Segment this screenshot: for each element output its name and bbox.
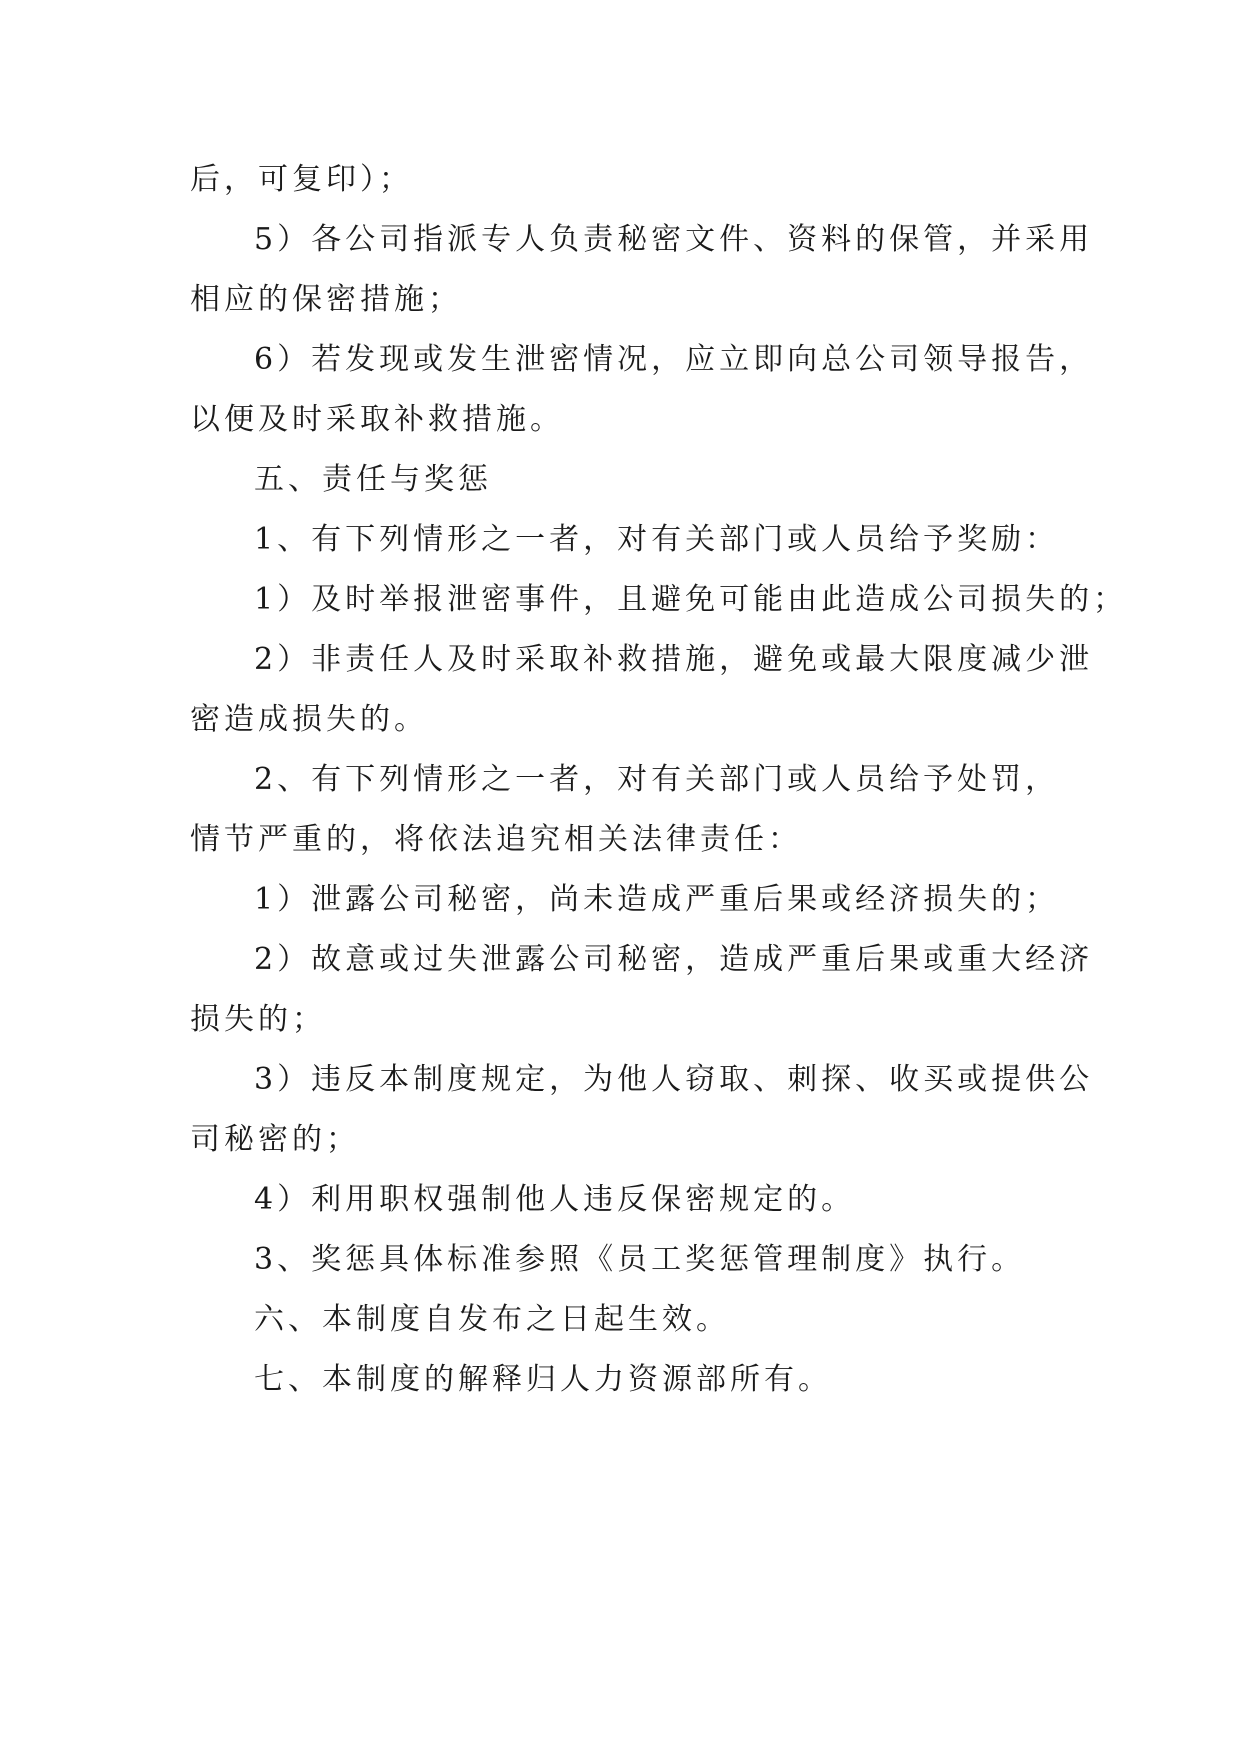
text-line: 以便及时采取补救措施。 bbox=[190, 402, 564, 437]
text-line: 4）利用职权强制他人违反保密规定的。 bbox=[254, 1182, 856, 1217]
text-line: 6）若发现或发生泄密情况，应立即向总公司领导报告， bbox=[254, 342, 1094, 377]
section-heading: 五、责任与奖惩 bbox=[254, 462, 492, 497]
text-line: 2、有下列情形之一者，对有关部门或人员给予处罚， bbox=[254, 762, 1060, 797]
text-line: 情节严重的，将依法追究相关法律责任： bbox=[190, 822, 802, 857]
text-line: 密造成损失的。 bbox=[190, 702, 428, 737]
text-line: 3、奖惩具体标准参照《员工奖惩管理制度》执行。 bbox=[254, 1242, 1026, 1277]
text-line: 2）故意或过失泄露公司秘密，造成严重后果或重大经济 bbox=[254, 942, 1094, 977]
text-line: 司秘密的； bbox=[190, 1122, 360, 1157]
section-heading: 六、本制度自发布之日起生效。 bbox=[254, 1302, 730, 1337]
text-line: 3）违反本制度规定，为他人窃取、刺探、收买或提供公 bbox=[254, 1062, 1094, 1097]
text-line: 1、有下列情形之一者，对有关部门或人员给予奖励： bbox=[254, 522, 1060, 557]
document-body bbox=[190, 160, 1128, 1420]
section-heading: 七、本制度的解释归人力资源部所有。 bbox=[254, 1362, 832, 1397]
text-line: 1）及时举报泄密事件，且避免可能由此造成公司损失的； bbox=[254, 582, 1128, 617]
text-line: 5）各公司指派专人负责秘密文件、资料的保管，并采用 bbox=[254, 222, 1094, 257]
text-line: 2）非责任人及时采取补救措施，避免或最大限度减少泄 bbox=[254, 642, 1094, 677]
text-line: 相应的保密措施； bbox=[190, 282, 462, 317]
text-line: 1）泄露公司秘密，尚未造成严重后果或经济损失的； bbox=[254, 882, 1060, 917]
text-line: 后，可复印）； bbox=[190, 162, 413, 197]
text-line: 损失的； bbox=[190, 1002, 326, 1037]
